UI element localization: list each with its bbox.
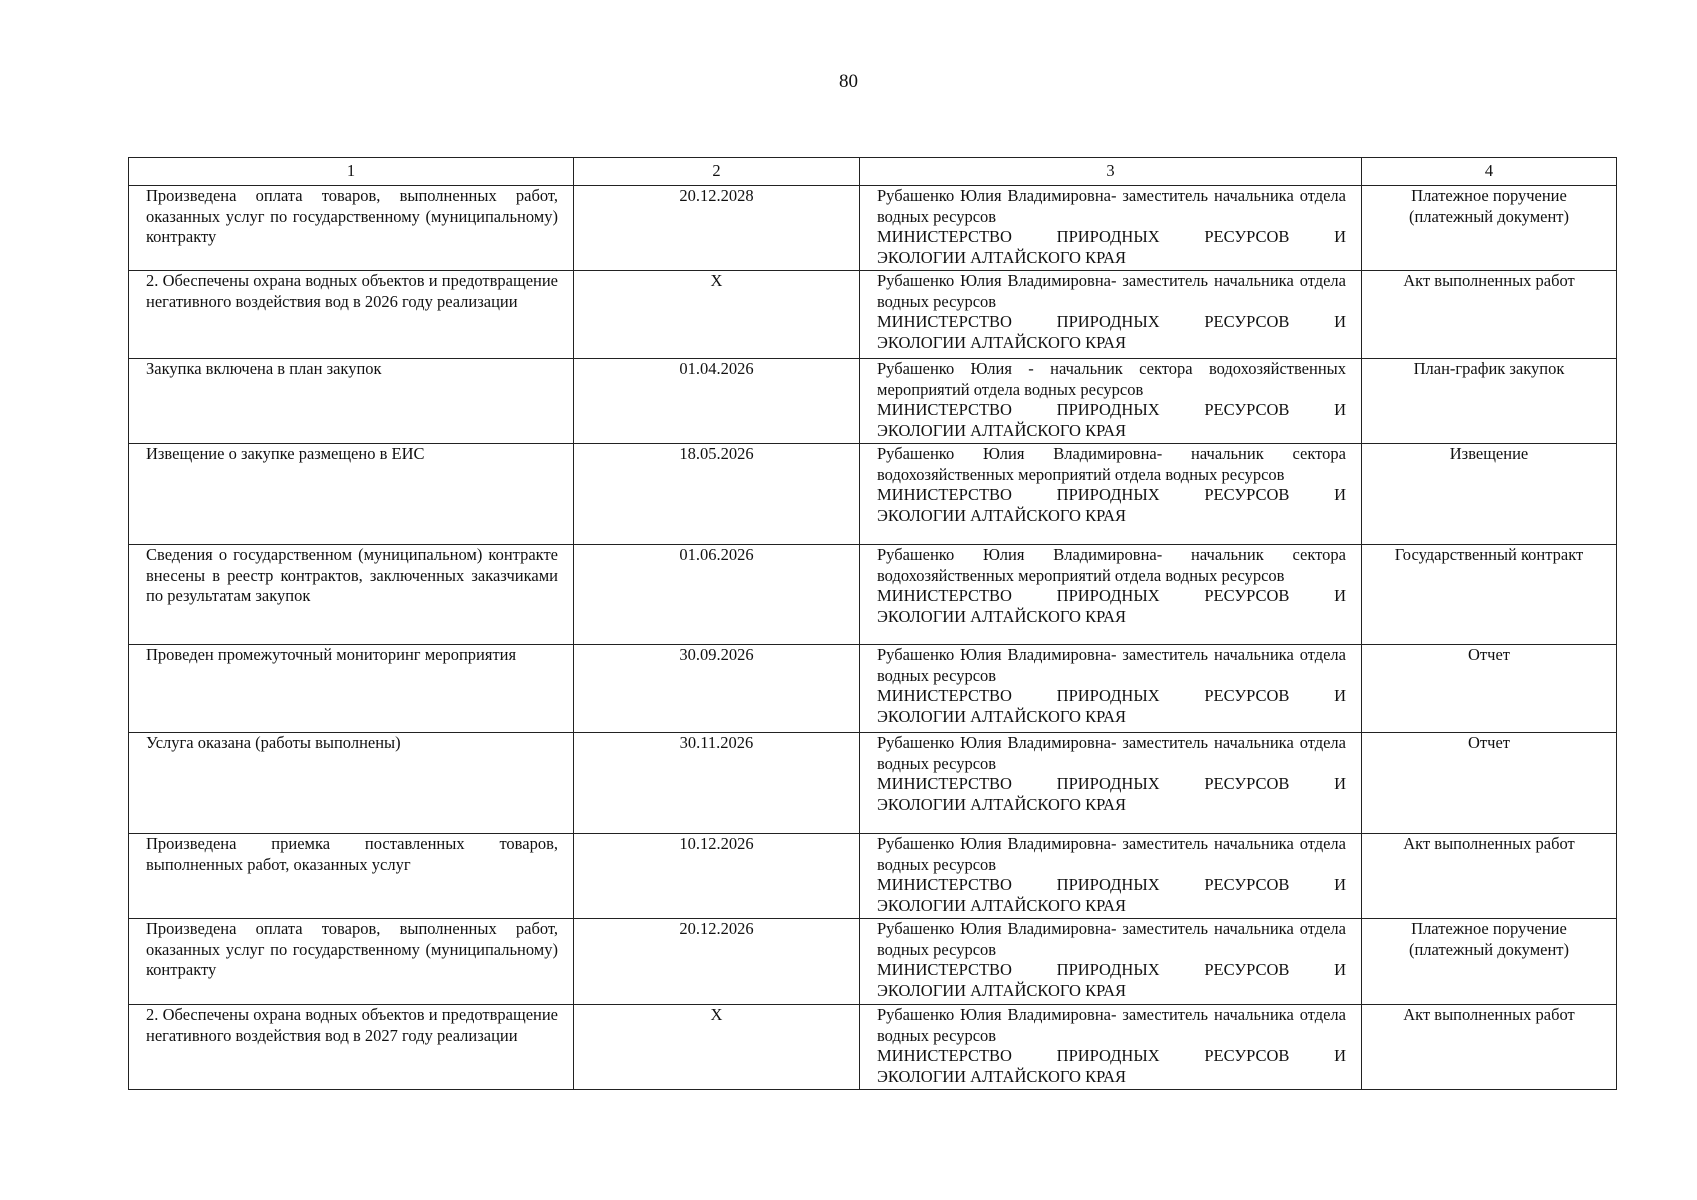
responsible-cell xyxy=(860,645,1362,733)
organization-line: МИНИСТЕРСТВО ПРИРОДНЫХ РЕСУРСОВ И xyxy=(877,686,1346,706)
table-row xyxy=(129,359,1617,444)
event-cell: Сведения о государственном (муниципальном) контракте внесены в реестр контрактов, заключенных заказчиками по результатам закупок xyxy=(129,545,574,645)
responsible-cell xyxy=(860,444,1362,545)
responsible-person: Рубашенко Юлия Владимировна- заместитель начальника отдела водных ресурсов xyxy=(877,645,1346,685)
responsible-person: Рубашенко Юлия Владимировна- заместитель начальника отдела водных ресурсов xyxy=(877,919,1346,959)
event-cell: 2. Обеспечены охрана водных объектов и предотвращение негативного воздействия вод в 2026 году реализации xyxy=(129,271,574,359)
document-cell: Акт выполненных работ xyxy=(1362,834,1617,919)
event-cell: Услуга оказана (работы выполнены) xyxy=(129,733,574,834)
document-cell: План-график закупок xyxy=(1362,359,1617,444)
column-header-1: 1 xyxy=(129,158,574,186)
responsible-cell xyxy=(860,545,1362,645)
organization-line: ЭКОЛОГИИ АЛТАЙСКОГО КРАЯ xyxy=(877,980,1127,1000)
date-cell: 18.05.2026 xyxy=(574,444,860,545)
organization-line: ЭКОЛОГИИ АЛТАЙСКОГО КРАЯ xyxy=(877,1066,1127,1086)
date-cell: 30.11.2026 xyxy=(574,733,860,834)
event-cell: Проведен промежуточный мониторинг мероприятия xyxy=(129,645,574,733)
organization-line: МИНИСТЕРСТВО ПРИРОДНЫХ РЕСУРСОВ И xyxy=(877,586,1346,606)
document-cell: Извещение xyxy=(1362,444,1617,545)
table-row xyxy=(129,545,1617,645)
responsible-cell xyxy=(860,271,1362,359)
responsible-person: Рубашенко Юлия Владимировна- заместитель начальника отдела водных ресурсов xyxy=(877,1005,1346,1045)
responsible-person: Рубашенко Юлия Владимировна- начальник сектора водохозяйственных мероприятий отдела водных ресурсов xyxy=(877,545,1346,585)
table-header-row xyxy=(129,158,1617,186)
organization-line: ЭКОЛОГИИ АЛТАЙСКОГО КРАЯ xyxy=(877,247,1127,267)
event-cell: Извещение о закупке размещено в ЕИС xyxy=(129,444,574,545)
organization-line: ЭКОЛОГИИ АЛТАЙСКОГО КРАЯ xyxy=(877,505,1127,525)
table-row xyxy=(129,444,1617,545)
column-header-3: 3 xyxy=(860,158,1362,186)
event-cell: Произведена приемка поставленных товаров, выполненных работ, оказанных услуг xyxy=(129,834,574,919)
responsible-person: Рубашенко Юлия Владимировна- заместитель начальника отдела водных ресурсов xyxy=(877,733,1346,773)
date-cell: X xyxy=(574,271,860,359)
table-row xyxy=(129,1005,1617,1090)
responsible-cell xyxy=(860,919,1362,1005)
document-cell: Платежное поручение (платежный документ) xyxy=(1362,919,1617,1005)
document-cell: Платежное поручение (платежный документ) xyxy=(1362,186,1617,271)
organization-line: МИНИСТЕРСТВО ПРИРОДНЫХ РЕСУРСОВ И xyxy=(877,875,1346,895)
responsible-person: Рубашенко Юлия Владимировна- начальник сектора водохозяйственных мероприятий отдела водных ресурсов xyxy=(877,444,1346,484)
date-cell: X xyxy=(574,1005,860,1090)
table-row xyxy=(129,271,1617,359)
responsible-cell xyxy=(860,359,1362,444)
organization-line: МИНИСТЕРСТВО ПРИРОДНЫХ РЕСУРСОВ И xyxy=(877,1046,1346,1066)
organization-line: МИНИСТЕРСТВО ПРИРОДНЫХ РЕСУРСОВ И xyxy=(877,400,1346,420)
date-cell: 20.12.2026 xyxy=(574,919,860,1005)
responsible-person: Рубашенко Юлия - начальник сектора водохозяйственных мероприятий отдела водных ресурсов xyxy=(877,359,1346,399)
responsible-cell xyxy=(860,1005,1362,1090)
table-row xyxy=(129,834,1617,919)
document-cell: Акт выполненных работ xyxy=(1362,1005,1617,1090)
organization-line: ЭКОЛОГИИ АЛТАЙСКОГО КРАЯ xyxy=(877,420,1127,440)
table-row xyxy=(129,645,1617,733)
plan-table xyxy=(128,157,1617,1090)
organization-line: МИНИСТЕРСТВО ПРИРОДНЫХ РЕСУРСОВ И xyxy=(877,774,1346,794)
table-row xyxy=(129,186,1617,271)
organization-line: МИНИСТЕРСТВО ПРИРОДНЫХ РЕСУРСОВ И xyxy=(877,312,1346,332)
organization-line: ЭКОЛОГИИ АЛТАЙСКОГО КРАЯ xyxy=(877,332,1127,352)
responsible-cell xyxy=(860,733,1362,834)
responsible-cell xyxy=(860,834,1362,919)
date-cell: 30.09.2026 xyxy=(574,645,860,733)
table-row xyxy=(129,919,1617,1005)
document-cell: Отчет xyxy=(1362,733,1617,834)
table-row xyxy=(129,733,1617,834)
date-cell: 01.06.2026 xyxy=(574,545,860,645)
page-number: 80 xyxy=(839,71,858,92)
date-cell: 01.04.2026 xyxy=(574,359,860,444)
event-cell: 2. Обеспечены охрана водных объектов и предотвращение негативного воздействия вод в 2027 году реализации xyxy=(129,1005,574,1090)
responsible-person: Рубашенко Юлия Владимировна- заместитель начальника отдела водных ресурсов xyxy=(877,186,1346,226)
organization-line: ЭКОЛОГИИ АЛТАЙСКОГО КРАЯ xyxy=(877,706,1127,726)
event-cell: Закупка включена в план закупок xyxy=(129,359,574,444)
responsible-cell xyxy=(860,186,1362,271)
date-cell: 20.12.2028 xyxy=(574,186,860,271)
document-cell: Государственный контракт xyxy=(1362,545,1617,645)
column-header-2: 2 xyxy=(574,158,860,186)
organization-line: ЭКОЛОГИИ АЛТАЙСКОГО КРАЯ xyxy=(877,794,1127,814)
responsible-person: Рубашенко Юлия Владимировна- заместитель начальника отдела водных ресурсов xyxy=(877,271,1346,311)
column-header-4: 4 xyxy=(1362,158,1617,186)
organization-line: ЭКОЛОГИИ АЛТАЙСКОГО КРАЯ xyxy=(877,895,1127,915)
organization-line: ЭКОЛОГИИ АЛТАЙСКОГО КРАЯ xyxy=(877,606,1127,626)
date-cell: 10.12.2026 xyxy=(574,834,860,919)
event-cell: Произведена оплата товаров, выполненных работ, оказанных услуг по государственному (муниципальному) контракту xyxy=(129,919,574,1005)
document-cell: Отчет xyxy=(1362,645,1617,733)
event-cell: Произведена оплата товаров, выполненных работ, оказанных услуг по государственному (муниципальному) контракту xyxy=(129,186,574,271)
organization-line: МИНИСТЕРСТВО ПРИРОДНЫХ РЕСУРСОВ И xyxy=(877,960,1346,980)
document-cell: Акт выполненных работ xyxy=(1362,271,1617,359)
organization-line: МИНИСТЕРСТВО ПРИРОДНЫХ РЕСУРСОВ И xyxy=(877,227,1346,247)
responsible-person: Рубашенко Юлия Владимировна- заместитель начальника отдела водных ресурсов xyxy=(877,834,1346,874)
organization-line: МИНИСТЕРСТВО ПРИРОДНЫХ РЕСУРСОВ И xyxy=(877,485,1346,505)
